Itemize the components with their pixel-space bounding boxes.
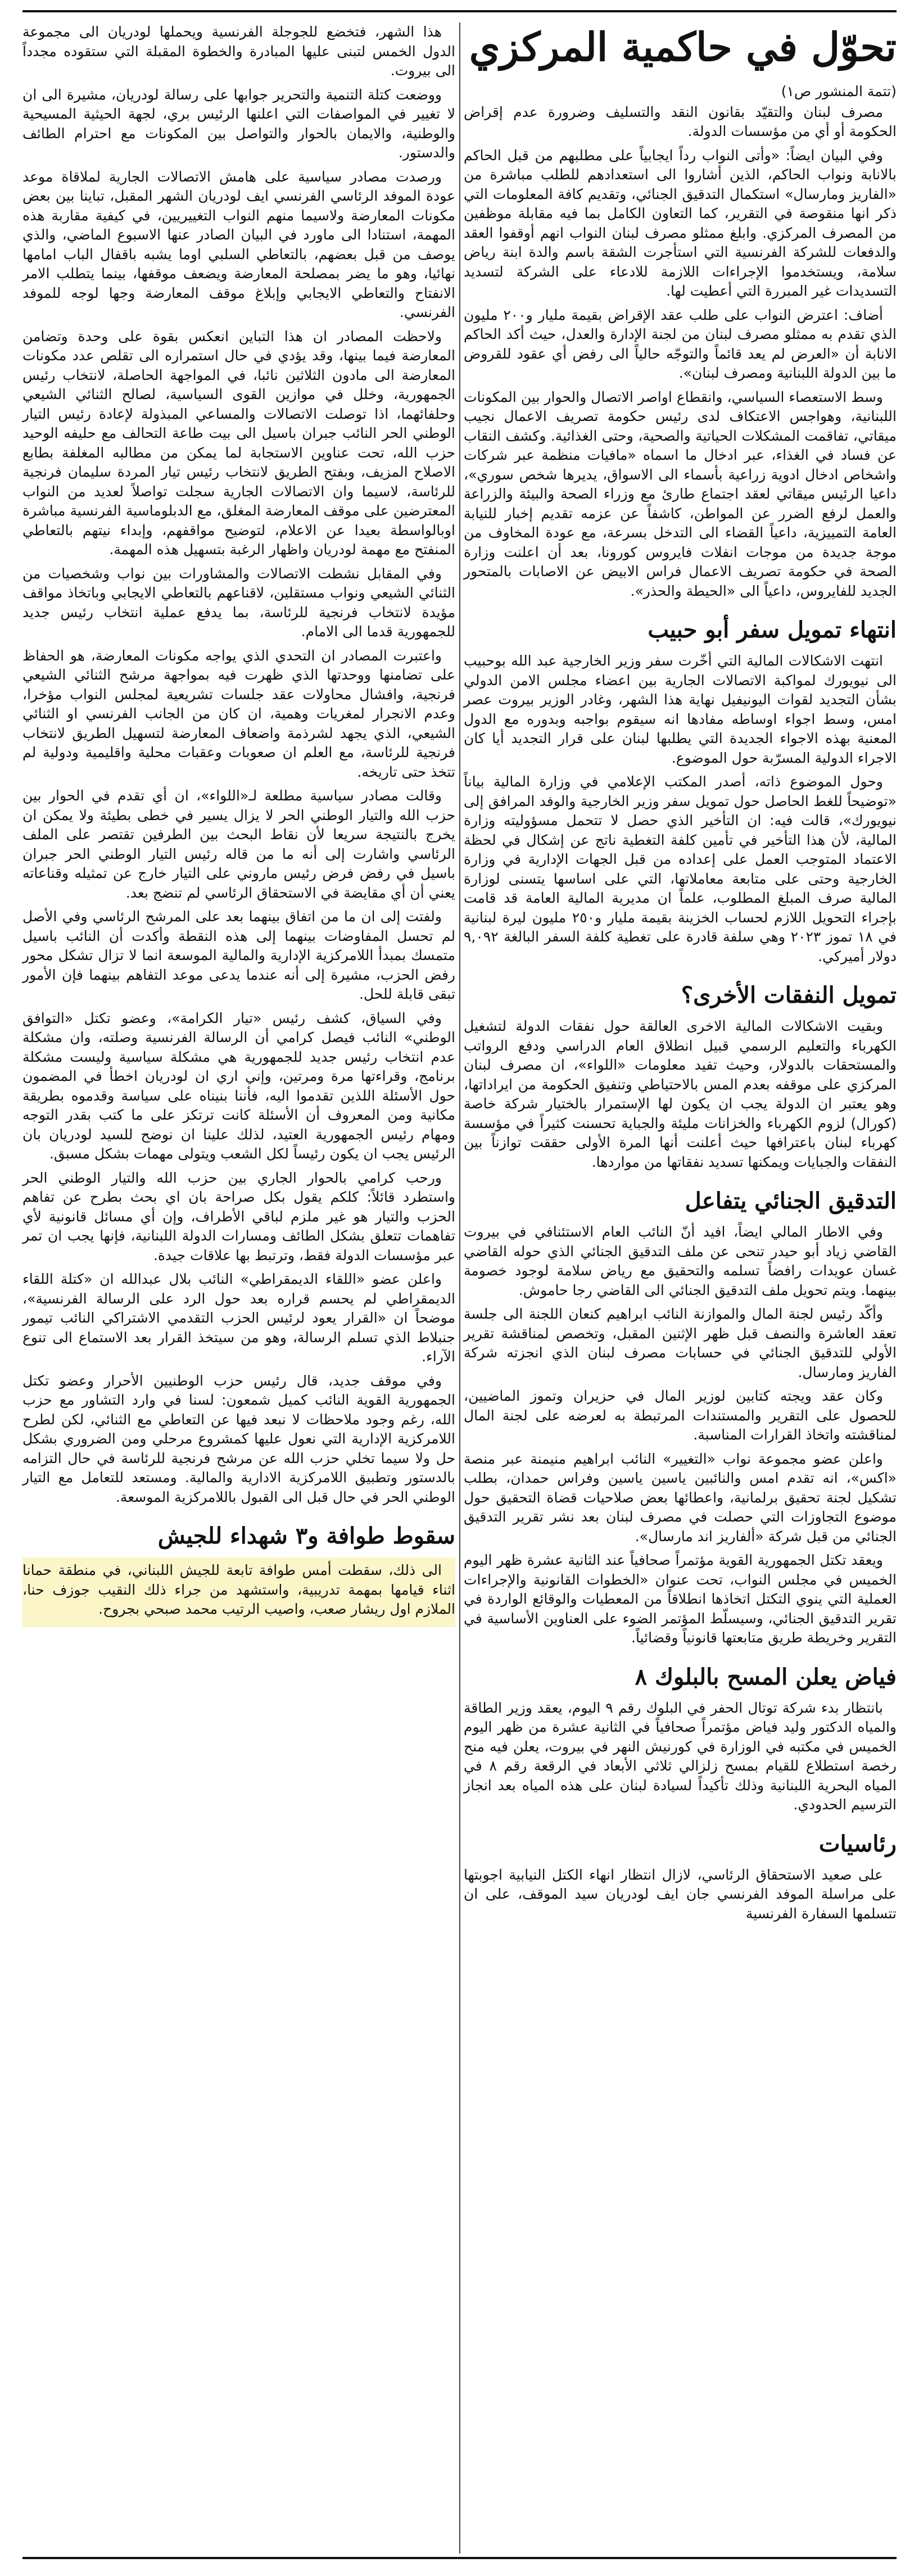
top-rule — [22, 10, 897, 12]
column-paragraph: ورصدت مصادر سياسية على هامش الاتصالات الجارية لملاقاة موعد عودة الموفد الرئاسي الفرنسي ايف لودريان الشهر المقبل، تباينا بين بعض مكونات المعارضة ولاسيما منهم النواب التغييريين، في كيفية مقاربة هذه المهمة، استنادا الى ماورد في البيان الصادر عنها الاسبوع الماضي، والذي يوصف من قبل بعضهم، بالتعاطي السلبي اوما يشبه باقفال الباب امامها نهائيا، وهو ما يضر بمصلحة المعارضة ويضعف موقفها، بينما يتطلب الامر الانفتاح والتعاطي الايجابي وإبلاغ موقف المعارضة وجها لوجه للموفد الفرنسي. — [22, 168, 455, 320]
section-heading-presidential: رئاسيات — [818, 1830, 897, 1857]
column-paragraph: واعتبرت المصادر ان التحدي الذي يواجه مكونات المعارضة، هو الحفاظ على تضامنها ووحدتها الذي ظهرت فيه بمواجهة مرشح الثنائي الشيعي فرنجية، وافشال محاولات عقد جلسات تشريعية لمجلس النواب مؤخرا، وعدم الانجرار لمغريات وهمية، ان كان من الجانب الفرنسي او الثنائي الشيعي، الذي يجهد لشرذمة واضعاف المعارضة لتسهيل الطريق لانتخاب فرنجية للرئاسة، مع العلم ان صعوبات وعقبات محلية واقليمية ودولية لم تتخذ حتى تاريخه. — [22, 647, 455, 780]
right-column — [464, 22, 897, 1928]
section-heading-block-8: فياض يعلن المسح بالبلوك ٨ — [635, 1663, 897, 1690]
column-paragraph: ورحب كرامي بالحوار الجاري بين حزب الله والتيار الوطني الحر واستطرد قائلاً: كلكم يقول بكل صراحة بان اي بحث بطرح عن تفاهم الحزب والتيار هو غير ملزم لباقي الأطراف، وإن أي مسائل قانونية لأي تفاهمات تتعلق بشكل الطائف ومسارات الدولة اللبنانية، فإنها يجب ان تمر عبر مؤسسات الدولة فقط، وترتبط بها علاقات جيدة. — [22, 1169, 455, 1264]
section-paragraph: وكان عقد ويجته كتابين لوزير المال في حزيران وتموز الماضيين، للحصول على التقرير والمستندات المرتبطة به لعرضه على لجنة المال لمناقشته واتخاذ القرارات المناسبة. — [464, 1388, 897, 1443]
intro-paragraph: مصرف لبنان والتقيّد بقانون النقد والتسليف وضرورة عدم إقراض الحكومة أو أي من مؤسسات الدولة. — [464, 103, 897, 139]
section-heading-helicopter: سقوط طوافة و٣ شهداء للجيش — [157, 1523, 455, 1549]
column-paragraph: ولاحظت المصادر ان هذا التباين انعكس بقوة على وحدة وتضامن المعارضة فيما بينها، وقد يؤدي في حال استمراره الى تقلص عدد مكونات المعارضة الى مادون الثلاثين نائبا، في المواجهة الحاصلة، لانتخاب رئيس الجمهورية، وخلل في موازين القوى السياسية، لصالح الثنائي الشيعي وحلفائهما، اذا توصلت الاتصالات والمساعي المبذولة لإعادة رئيس التيار الوطني الحر النائب جبران باسيل الى بيت طاعة التحالف مع حليفه الوحيد حزب الله، تحت عناوين الاستجابة لما يمكن من مطالبه المغلفة بطابع الاصلاح المزيف، وبفتح الطريق لانتخاب رئيس تيار المردة سليمان فرنجية للرئاسة، لاسيما وان الاتصالات الجارية سجلت تواصلاً لعديد من النواب المعترضين على موقف المعارضة المغلق، مع الدبلوماسية الفرنسية مباشرة اوبالواسطة بعيدا عن الاعلام، لتوضيح مواقفهم، وإبداء نيتهم بالتعاطي المنفتح مع مهمة لودريان واظهار الرغبة بتسهيل هذه المهمة. — [22, 328, 455, 558]
column-paragraph: وفي السياق، كشف رئيس «تيار الكرامة»، وعضو تكتل «التوافق الوطني» النائب فيصل كرامي أن الرسالة الفرنسية وصلته، وان مشكلة عدم انتخاب رئيس جديد للجمهورية هي مشكلة سياسية وليست مشكلة برنامج، وقراءتها مرة ومرتين، وإني اري ان لودريان اخطأ في المضمون حول الأسئلة اللذين تقدموا اليه، فأننا بنيناه على سياسة وقدموه بطريقة مكانية ومن المعروف أن الأسئلة كانت ترتكز على ما كتب بقدر التوجه ومهام رئيس الجمهورية العتيد، لذلك علينا ان نوضح للسيد لودريان بان الرئيس يجب ان يكون رئيساً لكل الشعب ويتولى مهمات بشكل مسبق. — [22, 1009, 455, 1162]
column-paragraph: وقالت مصادر سياسية مطلعة لـ«اللواء»، ان أي تقدم في الحوار بين حزب الله والتيار الوطني الحر لا يزال يسير في خطى بطيئة ولا يمكن ان يخرج بالنتيجة سريعا لأن نقاط البحث بين الطرفين تقتصر على الملف الرئاسي واشارت إلى أنه ما من قاله رئيس التيار الوطني الحر جبران باسيل في رفض فرض رئيس ماروني على التيار خارج عن تمثيله وقناعاته يعني أن أي مقايضة في الاستحقاق الرئاسي لم تنضج بعد. — [22, 787, 455, 901]
section-paragraph: على صعيد الاستحقاق الرئاسي، لازال انتظار انهاء الكتل النيابية اجوبتها على مراسلة الموفد الفرنسي جان ايف لودريان سيد الموقف، على ان تتسلمها السفارة الفرنسية — [464, 1866, 897, 1922]
section-paragraph: وفي الاطار المالي ايضاً، افيد أنّ النائب العام الاستئنافي في بيروت القاضي زياد أبو حيدر تنحى عن ملف التدقيق الجنائي الذي حوله القاضي غسان عويدات رافضاً تسلمه والتحقيق مع رياض سلامة لوجود خصومة بينهما. ويتم تحويل ملف التدقيق الجنائي الى القاضي رجا حاموش. — [464, 1224, 897, 1298]
section-heading-forensic-audit: التدقيق الجنائي يتفاعل — [685, 1188, 897, 1214]
section-paragraph: ويعقد تكتل الجمهورية القوية مؤتمراً صحافياً عند الثانية عشرة ظهر اليوم الخميس في مجلس النواب، تحت عنوان «الخطوات القانونية والإجراءات العملية التي ينوي التكتل اتخاذها انطلاقاً من المعطيات والوقائع الواردة في تقرير التدقيق الجنائي، وسيسلّط المؤتمر الضوء على العناوين الأساسية في التقرير وخريطة طريق متابعتها قانونياً وقضائياً. — [464, 1552, 897, 1646]
intro-note: (تتمة المنشور ص١) — [781, 83, 897, 99]
left-column — [22, 22, 455, 1627]
intro-paragraph: وسط الاستعصاء السياسي، وانقطاع اواصر الاتصال والحوار بين المكونات اللبنانية، وهواجس الاعتكاف لدى رئيس حكومة تصريف الاعمال نجيب ميقاتي، تفاقمت المشكلات الحياتية والصحية، وحتى الغذائية. وكشف النقاب عن فساد في الغذاء، عبر ادخال ما اسماه «مافيات منظمة عبر شركات واشخاص ادخال ادوية زراعية بأسماء الى الاسواق، يديرها شخص سوري»، داعيا الرئيس ميقاتي لعقد اجتماع طارئ مع وزراء الصحة والبيئة والزراعة والعمل لرفع الضرر عن المواطن، كاشفاً عن عزمه تقديم إخبار للنيابة العامة التمييزية، داعياً القضاء الى التدخل بسرعة، مع عودة المخاوف من موجة جديدة من موجات انفلات فايروس كورونا، بعد أن اعلنت وزارة الصحة في حكومة تصريف الاعمال فراس الابيض عن الاصابات بالمتحور الجديد للفايروس، داعياً الى «الحيطة والحذر». — [464, 388, 897, 599]
article-title: تحوّل في حاكمية المركزي — [469, 24, 897, 70]
highlighted-box — [22, 1558, 455, 1627]
column-paragraph: ووضعت كتلة التنمية والتحرير جوابها على رسالة لودريان، مشيرة الى ان لا تغيير في المواصفات التي اعلنها الرئيس بري، لجهة الحيثية المسيحية والوطنية، والايمان بالحوار والتواصل بين المكونات مع احترام الطائف والدستور. — [22, 86, 455, 161]
section-paragraph: بانتظار بدء شركة توتال الحفر في البلوك رقم ٩ اليوم، يعقد وزير الطاقة والمياه الدكتور وليد فياض مؤتمراً صحافياً في الثانية عشرة من ظهر اليوم الخميس في مكتبه في الوزارة في كورنيش النهر في بيروت، يعلن فيه منح رخصة استطلاع للقيام بمسح زلزالي ثلاثي الأبعاد في الرقعة رقم ٨ في المياه البحرية اللبنانية وذلك تأكيداً لسيادة لبنان على هذه المياه بعد انجاز الترسيم الحدودي. — [464, 1699, 897, 1813]
section-heading-abu-habib: انتهاء تمويل سفر أبو حبيب — [648, 617, 897, 643]
column-paragraph: وفي المقابل نشطت الاتصالات والمشاورات بين نواب وشخصيات من الثنائي الشيعي ونواب مستقلين، لاقناعهم بالتعاطي الايجابي وباتخاذ مواقف مؤيدة لانتخاب فرنجية للرئاسة، بما يدفع عملية انتخاب رئيس جديد للجمهورية قدما الى الامام. — [22, 565, 455, 640]
section-paragraph: واعلن عضو مجموعة نواب «التغيير» النائب ابراهيم منيمنة عبر منصة «اكس»، انه تقدم امس والنائبين ياسين ياسين وفراس حمدان، بطلب تشكيل لجنة تحقيق برلمانية، واعطائها بعض صلاحيات قضاة التحقيق حول موضوع التجاوزات التي حصلت في مصرف لبنان بعد نشر تقرير التدقيق الجنائي من قبل شركة «ألفاريز اند مارسال». — [464, 1450, 897, 1545]
column-paragraph: واعلن عضو «اللقاء الديمقراطي» النائب بلال عبدالله ان «كتلة اللقاء الديمقراطي لم يحسم قراره بعد حول الرد على الرسالة الفرنسية»، موضحاً ان «القرار يعود لرئيس الحزب التقدمي الاشتراكي النائب تيمور جنبلاط الذي تسلم الرسالة، وهو من سيتخذ القرار بعد الاستماع الى تنوع الآراء. — [22, 1271, 455, 1365]
section-paragraph: وبقيت الاشكالات المالية الاخرى العالقة حول نفقات الدولة لتشغيل الكهرباء والتعليم الرسمي قبيل انطلاق العام الدراسي ودفع الرواتب والمستحقات بالدولار، وحيث تفيد معلومات «اللواء»، ان مصرف لبنان المركزي على موقفه بعدم المس بالاحتياطي وتنفيق الحكومة من ايراداتها، وهو يعتبر ان الدولة يجب ان يكون لها الإستمرار بالختيار شركة خاصة (كورال) لزوم الكهرباء والخزانات مليئة والجباية تحسنت كثيراً في مؤسسة كهرباء لبنان باعترافها حيث أعلنت أنها المرة الأولى حققت توازناً بين النفقات والجبايات ويمكنها تسديد نفقاتها من مواردها. — [464, 1018, 897, 1170]
column-paragraph: ولفتت إلى ان ما من اتفاق بينهما بعد على المرشح الرئاسي وفي الأصل لم تحسل المفاوضات بينهما إلى هذه النقطة وأكدت أن النائب باسيل متمسك بمبدأ اللامركزية الإدارية والمالية الموسعة انما لا تزال تشكل محور رفض الحزب، مشيرة إلى أنه عندما يدعى موعد التفاهم بينهما فإن الأمور تبقى قابلة للحل. — [22, 908, 455, 1002]
bottom-rule — [22, 2557, 897, 2559]
section-heading-other-expenses: تمويل النفقات الأخرى؟ — [681, 982, 897, 1008]
section-paragraph: وأكّد رئيس لجنة المال والموازنة النائب ابراهيم كنعان اللجنة الى جلسة تعقد العاشرة والنصف قبل ظهر الإثنين المقبل، وتخصص لمناقشة تقرير الأولي للتدقيق الجنائي في حسابات مصرف لبنان الذي انجزته شركة الفاريز ومارسال. — [464, 1306, 897, 1380]
section-paragraph: وحول الموضوع ذاته، أصدر المكتب الإعلامي في وزارة المالية بياناً «توضيحاً للغط الحاصل حول تمويل سفر وزير الخارجية والوفد المرافق إلى نيويورك»، قالت فيه: ان التأخير الذي حصل لا تتحمل مسؤوليته وزارة المالية، لأن هذا التأخير في تأمين كلفة التغطية ناتج عن إشكال في لحظة الاعتماد المتوجب العمل على إعداده من قبل الجهات الإدارية في وزارة الخارجية وحتى على متابعة معاملاتها، التي على اساسها يتسنى لوزارة المالية صرف المبلغ المطلوب، علماً ان مديرية المالية العامة قد قامت بإجراء التحويل اللازم لحساب الخزينة بقيمة مليار و٢٥٠ مليون ليرة لبنانية في ١٨ تموز ٢٠٢٣ وهي سلفة قادرة على تغطية كلفة السفر البالغة ٩,٠٩٢ دولار أميركي. — [464, 773, 897, 965]
section-paragraph: الى ذلك، سقطت أمس طوافة تابعة للجيش اللبناني، في منطقة حمانا اثناء قيامها بمهمة تدريبية، واستشهد من جراء ذلك النقيب جوزف حنا، الملازم اول ريشار صعب، واصيب الرتيب محمد صبحي بجروح. — [22, 1562, 455, 1617]
section-paragraph: انتهت الاشكالات المالية التي أخّرت سفر وزير الخارجية عبد الله بوحبيب الى نيويورك لمواكبة الاتصالات الجارية بين اعضاء مجلس الامن الدولي بشأن التجديد لقوات اليونيفيل نهاية هذا الشهر، وغادر الوزير بيروت عصر امس، وسط اجواء اوساطه مفادها انه سيقوم بواجبه وبدوره مع الدول المعنية بهذه الاجواء الجديدة التي يطلبها لبنان على قرار التجديد أيا كان الاجراء الدولية المسرّبة حول الموضوع. — [464, 653, 897, 766]
column-paragraph: هذا الشهر، فتخضع للجوجلة الفرنسية ويحملها لودريان الى مجموعة الدول الخمس لتبنى عليها المبادرة والخطوة المقبلة التي ستقوده مجدداً الى بيروت. — [22, 24, 455, 79]
intro-paragraph: وفي البيان ايضاً: «وأتى النواب رداً ايجابياً على مطلبهم من قبل الحاكم بالانابة ونواب الحاكم، الذين أشاروا الى استعدادهم للطلب مباشرة من «الفاريز ومارسال» استكمال التدقيق الجنائي، وتقديم كافة المعلومات التي ذكر انها منقوصة في التقرير، كما التعاون الكامل بما فيه مقابلة موظفين من المصرف المركزي. وابلغ ممثلو مصرف لبنان النواب انهم أوقفوا العقد والدفعات للشركة الفرنسية التي استأجرت الشقة باسم والدة ابنة رياض سلامة، ويستخدموا الإجراءات اللازمة للادعاء على الشركة لتسديد التسديدات غير المبررة التي أعطيت لها. — [464, 147, 897, 299]
intro-paragraph: أضاف: اعترض النواب على طلب عقد الإقراض بقيمة مليار و٢٠٠ مليون الذي تقدم به ممثلو مصرف لبنان من لجنة الإدارة والعدل، حيث أكد الحاكم الانابة أن «العرض لم يعد قائماً والتوجّه حالياً الى رفض أي عقود للقروض ما بين الدولة اللبنانية ومصرف لبنان». — [464, 306, 897, 381]
column-divider — [459, 22, 460, 2554]
column-paragraph: وفي موقف جديد، قال رئيس حزب الوطنيين الأحرار وعضو تكتل الجمهورية القوية النائب كميل شمعون: لسنا في وارد التشاور مع حزب الله، رغم وجود ملاحظات لا نبعد فيها عن التعاطي مع الثنائي، لكن لطرح اللامركزية الإدارية التي نعول عليها كمشروع مرحلي ومن الضروري بشكل حل ولا سيما تخلي حزب الله عن مرشح فرنجية للرئاسة في حال التزامه بالدستور وتطبيق اللامركزية الادارية والمالية. ومستعد للتعامل مع التيار الوطني الحر في حال قبل الى القبول باللامركزية الموسعة. — [22, 1372, 455, 1505]
